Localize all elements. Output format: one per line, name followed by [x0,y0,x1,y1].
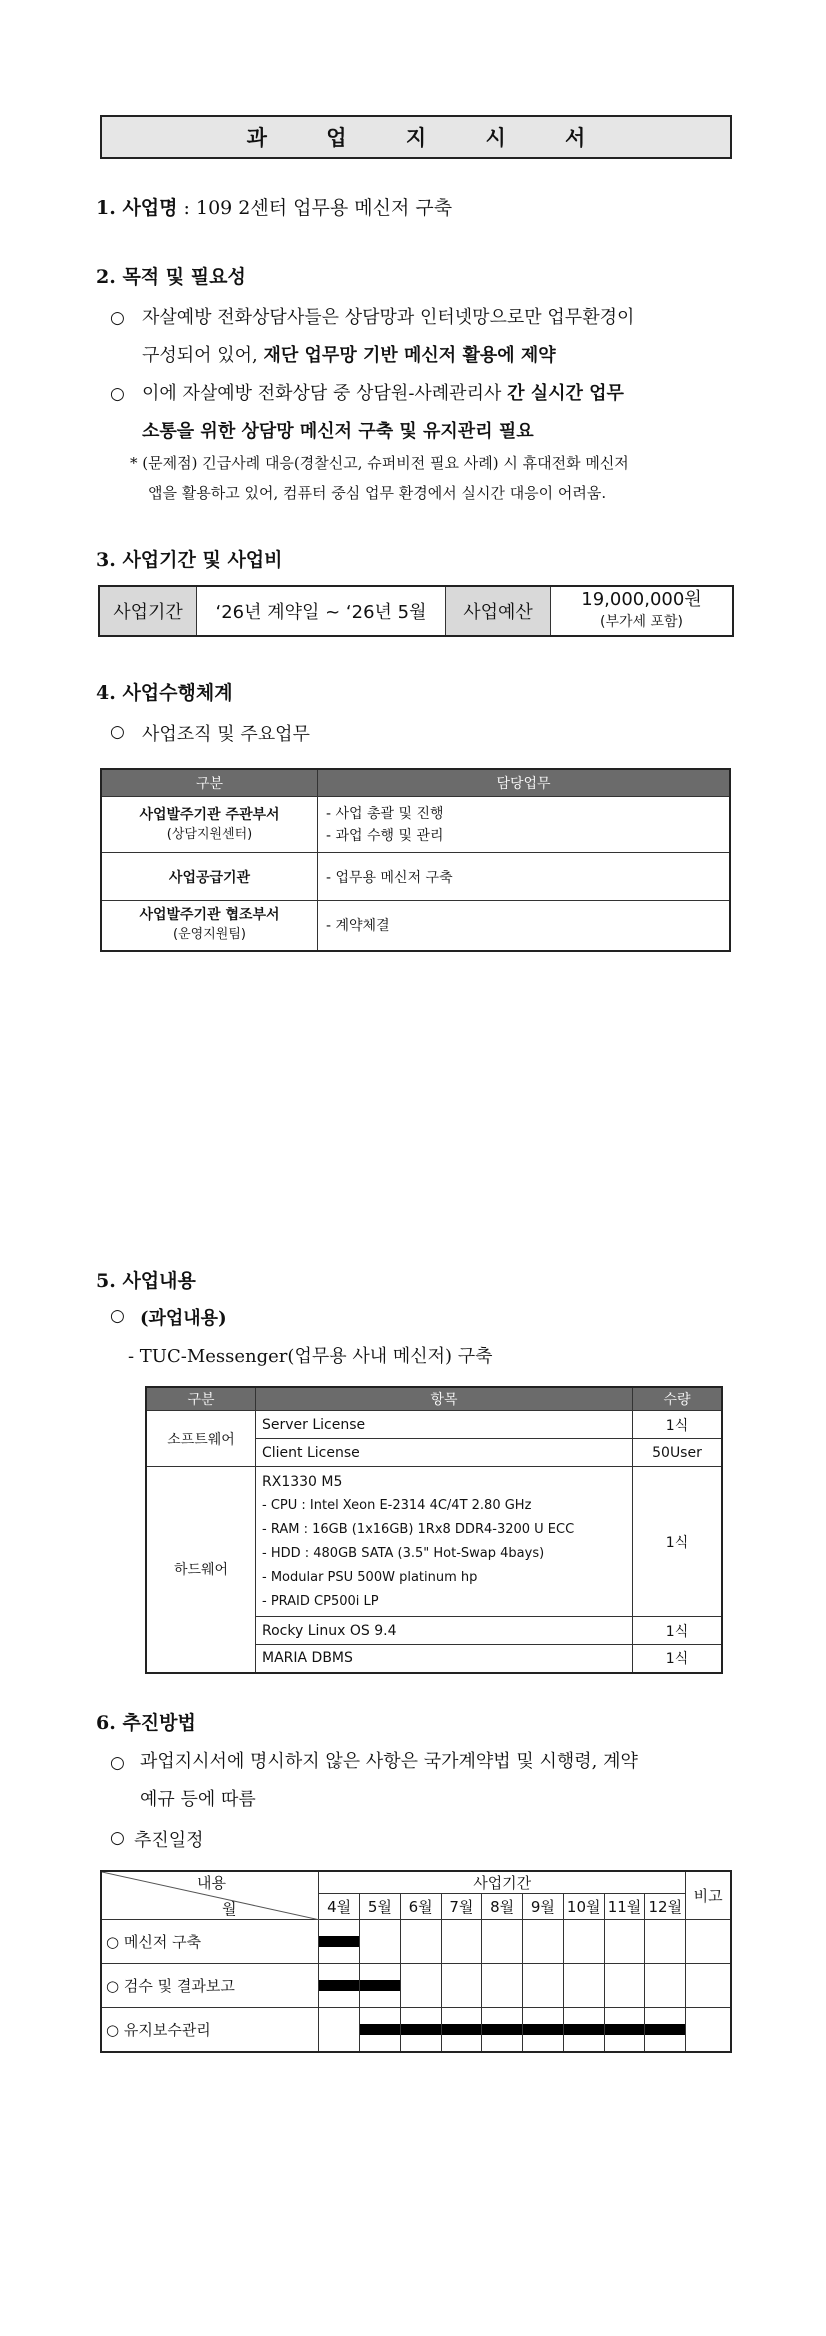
schedule-bar [482,2024,522,2035]
purpose-paragraph-2 [142,375,624,451]
method-line-2: 예규 등에 따름 [140,1789,256,1810]
method-line-1: 과업지시서에 명시하지 않은 사항은 국가계약법 및 시행령, 계약 [140,1751,638,1772]
org-subheading: 사업조직 및 주요업무 [142,724,310,745]
table-row [101,901,730,951]
project-name: : 109 2센터 업무용 메신저 구축 [177,197,453,219]
scope-item: Server License [256,1411,633,1439]
schedule-cell [604,2008,645,2052]
section-4-heading: 4. 사업수행체계 [96,682,233,704]
schedule-cell [645,1964,686,2008]
schedule-bar [319,1936,359,1947]
purpose-p1-line1: 자살예방 전화상담사들은 상담망과 인터넷망으로만 업무환경이 [142,307,635,328]
schedule-bar [645,2024,685,2035]
schedule-cell [563,1964,604,2008]
schedule-hdr-note: 비고 [686,1871,731,1920]
schedule-bar [605,2024,645,2035]
hw-spec: - HDD : 480GB SATA (3.5" Hot-Swap 4bays) [262,1545,545,1561]
scope-qty: 1식 [633,1467,723,1617]
schedule-note-cell [686,1920,731,1964]
org-duty: - 계약체결 [318,901,731,951]
schedule-task-name: ○ 메신저 구축 [101,1920,319,1964]
org-sub: (상담지원센터) [166,826,253,842]
table-row [101,853,730,901]
schedule-hdr-month: 월 [222,1900,237,1918]
schedule-hdr-period: 사업기간 [319,1871,686,1894]
schedule-bar [442,2024,482,2035]
purpose-p2-line1: 이에 자살예방 전화상담 중 상담원-사례관리사 간 실시간 업무 [142,383,624,404]
section-3-heading: 3. 사업기간 및 사업비 [96,549,283,571]
scope-item: Rocky Linux OS 9.4 [256,1617,633,1645]
scope-item: MARIA DBMS [256,1645,633,1673]
schedule-bar [401,2024,441,2035]
note-line-2: 앱을 활용하고 있어, 컴퓨터 중심 업무 환경에서 실시간 대응이 어려움. [148,484,607,502]
bullet-circle-icon: ○ [110,384,125,404]
note-line-1: * (문제점) 긴급사례 대응(경찰신고, 슈퍼비전 필요 사례) 시 휴대전화 메신저 [130,454,629,472]
org-duty: - 사업 총괄 및 진행 [326,805,444,822]
org-name: 사업발주기관 주관부서 [139,806,280,823]
org-col-category: 구분 [101,769,318,797]
period-value: ‘26년 계약일 ~ ‘26년 5월 [197,586,446,636]
budget-value: 19,000,000원 [581,589,702,610]
section-5-heading: 5. 사업내용 [96,1270,196,1292]
schedule-cell [523,1920,564,1964]
schedule-cell [523,1964,564,2008]
schedule-cell [359,2008,400,2052]
schedule-month: 4월 [319,1894,360,1920]
schedule-bar [319,1980,359,1991]
schedule-note-cell [686,2008,731,2052]
document-title: 과 업 지 시 서 [100,115,732,159]
schedule-row [101,1964,731,2008]
schedule-cell [523,2008,564,2052]
org-duty: - 과업 수행 및 관리 [326,827,444,844]
schedule-month: 7월 [441,1894,482,1920]
scope-col-item: 항목 [256,1387,633,1411]
bullet-circle-icon: ○ [110,308,125,328]
hw-spec: - CPU : Intel Xeon E-2314 4C/4T 2.80 GHz [262,1497,532,1513]
schedule-task-name: ○ 검수 및 결과보고 [101,1964,319,2008]
bullet-circle-icon: ○ [110,722,125,742]
scope-table [145,1386,723,1674]
schedule-subheading: 추진일정 [134,1830,204,1851]
schedule-cell [645,1920,686,1964]
table-row [101,797,730,853]
section-1-heading: 1. 사업명 [96,197,178,219]
period-budget-table [98,585,734,637]
schedule-bar [564,2024,604,2035]
schedule-cell [400,2008,441,2052]
bullet-circle-icon: ○ [110,1828,125,1848]
purpose-p2-line2: 소통을 위한 상담망 메신저 구축 및 유지관리 필요 [142,421,534,442]
scope-qty: 1식 [633,1617,723,1645]
scope-qty: 50User [633,1439,723,1467]
method-paragraph [140,1743,638,1819]
schedule-bar [360,1980,400,1991]
purpose-p1-emphasis: 재단 업무망 기반 메신저 활용에 제약 [263,345,556,366]
task-subheading: (과업내용) [140,1308,227,1329]
schedule-row [101,1920,731,1964]
schedule-hdr-content: 내용 [197,1874,226,1892]
bullet-circle-icon: ○ [110,1753,125,1773]
schedule-task-name: ○ 유지보수관리 [101,2008,319,2052]
scope-item: Client License [256,1439,633,1467]
schedule-cell [319,2008,360,2052]
section-2-heading: 2. 목적 및 필요성 [96,266,246,288]
org-name: 사업발주기관 협조부서 [139,907,280,924]
hw-model: RX1330 M5 [262,1473,343,1490]
schedule-cell [441,1964,482,2008]
schedule-cell [563,1920,604,1964]
hw-spec: - PRAID CP500i LP [262,1593,379,1609]
bullet-circle-icon: ○ [110,1306,125,1326]
budget-label: 사업예산 [446,586,551,636]
schedule-cell [441,2008,482,2052]
purpose-p1-line2: 구성되어 있어, 재단 업무망 기반 메신저 활용에 제약 [142,345,556,366]
schedule-bar [523,2024,563,2035]
schedule-cell [482,1920,523,1964]
scope-col-category: 구분 [146,1387,256,1411]
purpose-note [130,448,629,508]
schedule-table [100,1870,732,2053]
schedule-cell [319,1964,360,2008]
table-row [146,1411,722,1439]
hw-spec: - Modular PSU 500W platinum hp [262,1569,478,1585]
schedule-corner-cell [101,1871,319,1920]
scope-col-qty: 수량 [633,1387,723,1411]
schedule-month: 12월 [645,1894,686,1920]
schedule-month: 8월 [482,1894,523,1920]
section-1 [96,193,452,220]
schedule-bar [360,2024,400,2035]
schedule-cell [359,1964,400,2008]
schedule-row [101,2008,731,2052]
schedule-cell [319,1920,360,1964]
org-sub: (운영지원팀) [173,927,246,943]
schedule-cell [645,2008,686,2052]
schedule-cell [482,1964,523,2008]
org-table [100,768,731,952]
period-label: 사업기간 [99,586,197,636]
schedule-cell [400,1964,441,2008]
schedule-cell [441,1920,482,1964]
purpose-paragraph-1 [142,299,634,375]
org-name: 사업공급기관 [101,853,318,901]
schedule-cell [400,1920,441,1964]
hardware-label: 하드웨어 [146,1467,256,1673]
schedule-month: 11월 [604,1894,645,1920]
scope-qty: 1식 [633,1411,723,1439]
schedule-month: 5월 [359,1894,400,1920]
budget-note: (부가세 포함) [600,614,683,630]
schedule-cell [604,1964,645,2008]
scope-qty: 1식 [633,1645,723,1673]
schedule-month: 6월 [400,1894,441,1920]
schedule-month: 9월 [523,1894,564,1920]
section-6-heading: 6. 추진방법 [96,1712,196,1734]
budget-cell [551,586,734,636]
schedule-cell [359,1920,400,1964]
software-label: 소프트웨어 [146,1411,256,1467]
org-duty: - 업무용 메신저 구축 [318,853,731,901]
schedule-cell [563,2008,604,2052]
schedule-cell [482,2008,523,2052]
task-item: - TUC-Messenger(업무용 사내 메신저) 구축 [128,1346,493,1367]
schedule-month: 10월 [563,1894,604,1920]
org-col-duties: 담당업무 [318,769,731,797]
hw-spec: - RAM : 16GB (1x16GB) 1Rx8 DDR4-3200 U ECC [262,1521,575,1537]
schedule-cell [604,1920,645,1964]
schedule-note-cell [686,1964,731,2008]
table-row [146,1467,722,1617]
